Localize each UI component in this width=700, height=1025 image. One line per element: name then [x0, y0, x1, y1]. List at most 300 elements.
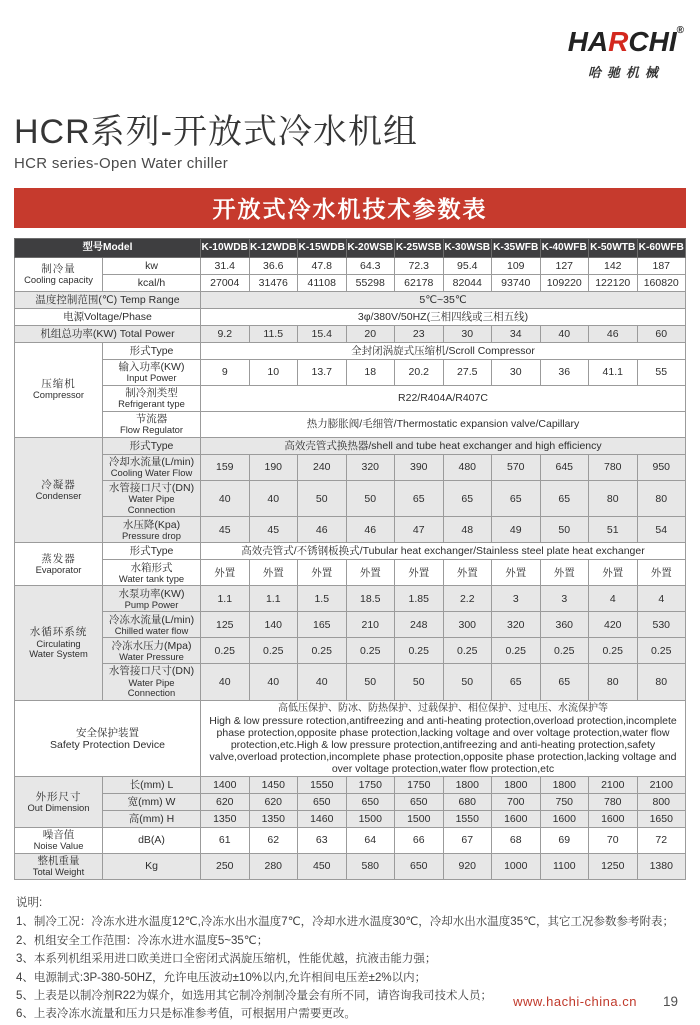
safety-value-cn: 高低压保护、防冰、防热保护、过载保护、相位保护、过电压、水流保护等 [278, 703, 608, 715]
cooling-kw-cell: 187 [637, 257, 686, 274]
water-system-pipe-cell: 50 [443, 664, 492, 701]
width-cell: 800 [637, 793, 686, 810]
condenser-pipe-cell: 50 [298, 480, 347, 517]
water-pressure-label-cn: 冷冻水压力(Mpa) [111, 639, 192, 652]
section-banner [14, 188, 686, 228]
noise-cell: 68 [492, 827, 541, 853]
cooling-kw-cell: 64.3 [346, 257, 395, 274]
input-power-cell: 36 [540, 359, 589, 385]
noise-cell: 69 [540, 827, 589, 853]
condenser-label-en: Condenser [35, 489, 82, 501]
water-system-label-cn: 水循环系统 [29, 626, 88, 639]
pump-power-cell: 1.5 [298, 586, 347, 612]
brand-logo [568, 26, 684, 81]
noise-cell: 63 [298, 827, 347, 853]
cooling-label-cn: 制冷量 [41, 262, 76, 275]
weight-cell: 650 [395, 853, 444, 879]
condenser-pipe-cell: 40 [201, 480, 250, 517]
logo-text-chi: CHI [628, 26, 677, 57]
weight-cell: 1250 [589, 853, 638, 879]
page-number: 19 [662, 994, 678, 1009]
noise-cell: 64 [346, 827, 395, 853]
cooling-water-flow-cell: 190 [249, 454, 298, 480]
note-line: 5、上表是以制冷剂R22为媒介，如选用其它制冷剂制冷量会有所不同，请咨询我司技术人员； [16, 989, 492, 1002]
temp-range-label: 温度控制范围(℃) Temp Range [15, 291, 201, 308]
weight-cell: 1100 [540, 853, 589, 879]
chilled-water-flow-cell: 165 [298, 612, 347, 638]
water-system-pipe-label-en: Water Pipe Connection [127, 676, 176, 699]
page-subtitle: HCR series-Open Water chiller [14, 154, 229, 172]
dimension-label-cn: 外形尺寸 [35, 790, 82, 803]
condenser-label [15, 437, 103, 543]
input-power-cell: 30 [492, 359, 541, 385]
chilled-water-flow-cell: 360 [540, 612, 589, 638]
compressor-label-en: Compressor [32, 389, 85, 401]
pressure-drop-label-en: Pressure drop [122, 529, 181, 541]
cooling-water-flow-cell: 570 [492, 454, 541, 480]
page-footer [513, 994, 678, 1009]
model-header-cell: K-30WSB [443, 238, 492, 257]
evaporator-label-en: Evaporator [35, 564, 82, 576]
height-cell: 1500 [395, 810, 444, 827]
model-header-cell: K-15WDB [298, 238, 347, 257]
table-row-chilled-water-flow [15, 612, 686, 638]
refrigerant-label [103, 385, 201, 411]
table-row-input-power [15, 359, 686, 385]
pump-power-cell: 3 [540, 586, 589, 612]
safety-label-cn: 安全保护装置 [76, 726, 139, 739]
water-tank-cell: 外置 [395, 560, 444, 586]
water-system-pipe-cell: 40 [201, 664, 250, 701]
condenser-pipe-label-en: Water Pipe Connection [127, 492, 176, 515]
table-row-temp-range [15, 291, 686, 308]
safety-label [15, 701, 201, 777]
chilled-water-flow-cell: 210 [346, 612, 395, 638]
height-cell: 1460 [298, 810, 347, 827]
table-row-noise [15, 827, 686, 853]
length-cell: 1550 [298, 776, 347, 793]
model-header-cell: K-60WFB [637, 238, 686, 257]
cooling-kw-cell: 142 [589, 257, 638, 274]
weight-label [15, 853, 103, 879]
pressure-drop-cell: 46 [346, 517, 395, 543]
table-row-length [15, 776, 686, 793]
model-header-label: 型号Model [15, 238, 201, 257]
water-tank-label-cn: 水箱形式 [130, 561, 173, 574]
noise-cell: 70 [589, 827, 638, 853]
refrigerant-label-en: Refrigerant type [118, 397, 185, 409]
input-power-cell: 13.7 [298, 359, 347, 385]
water-system-pipe-cell: 80 [637, 664, 686, 701]
table-row-evaporator-type [15, 543, 686, 560]
cooling-kcal-cell: 62178 [395, 274, 444, 291]
safety-value-en: High & low pressure rotection,antifreezing and anti-heating protection,overload protection,incomplete phase protection,opposite phase protection,lacking voltage and over voltage protection,water flow protection,etc.High & low pressure protection,antifreezing and anti-heating protection,safety valve,overload protection,incomplete phase protection,opposite phase protection,lacking voltage and over voltage protection,water flow protection,etc [209, 714, 677, 775]
chilled-water-flow-cell: 140 [249, 612, 298, 638]
width-cell: 620 [201, 793, 250, 810]
chilled-water-flow-label [103, 612, 201, 638]
table-row-condenser-pipe [15, 480, 686, 517]
safety-label-en: Safety Protection Device [50, 738, 165, 751]
water-system-pipe-cell: 50 [395, 664, 444, 701]
condenser-pipe-cell: 50 [346, 480, 395, 517]
pressure-drop-label-cn: 水压降(Kpa) [122, 518, 181, 531]
input-power-label-en: Input Power [126, 371, 177, 383]
pressure-drop-cell: 48 [443, 517, 492, 543]
cooling-label-en: Cooling capacity [24, 273, 93, 285]
cooling-kw-cell: 72.3 [395, 257, 444, 274]
table-row-safety [15, 701, 686, 777]
water-pressure-cell: 0.25 [201, 638, 250, 664]
height-cell: 1600 [589, 810, 638, 827]
input-power-cell: 18 [346, 359, 395, 385]
pressure-drop-cell: 51 [589, 517, 638, 543]
pressure-drop-cell: 49 [492, 517, 541, 543]
condenser-pipe-label-cn: 水管接口尺寸(DN) [108, 481, 195, 494]
chilled-water-flow-label-cn: 冷冻水流量(L/min) [108, 613, 195, 626]
table-row-refrigerant [15, 385, 686, 411]
evaporator-type-value: 高效壳管式/不锈钢板换式/Tubular heat exchanger/Stainless steel plate heat exchanger [201, 543, 686, 560]
pressure-drop-cell: 45 [249, 517, 298, 543]
power-supply-label: 电源Voltage/Phase [15, 308, 201, 325]
water-system-pipe-label-cn: 水管接口尺寸(DN) [108, 665, 195, 678]
water-pressure-cell: 0.25 [346, 638, 395, 664]
total-power-cell: 11.5 [249, 325, 298, 342]
cooling-kw-cell: 127 [540, 257, 589, 274]
water-system-label-en2: Water System [29, 648, 88, 660]
model-header-cell: K-12WDB [249, 238, 298, 257]
height-cell: 1350 [249, 810, 298, 827]
table-row-flow-regulator [15, 411, 686, 437]
total-power-cell: 34 [492, 325, 541, 342]
pressure-drop-cell: 54 [637, 517, 686, 543]
safety-value [201, 701, 686, 777]
pump-power-cell: 1.85 [395, 586, 444, 612]
table-row-power-supply [15, 308, 686, 325]
water-tank-cell: 外置 [637, 560, 686, 586]
total-power-cell: 23 [395, 325, 444, 342]
condenser-type-value: 高效壳管式换热器/shell and tube heat exchanger and high efficiency [201, 437, 686, 454]
length-cell: 1800 [540, 776, 589, 793]
weight-cell: 280 [249, 853, 298, 879]
logo-text-ha: HA [567, 26, 609, 57]
weight-cell: 1000 [492, 853, 541, 879]
water-tank-label-en: Water tank type [118, 572, 185, 584]
cooling-kcal-cell: 41108 [298, 274, 347, 291]
cooling-kw-cell: 109 [492, 257, 541, 274]
input-power-cell: 41.1 [589, 359, 638, 385]
condenser-pipe-cell: 65 [540, 480, 589, 517]
noise-cell: 61 [201, 827, 250, 853]
cooling-kcal-cell: 160820 [637, 274, 686, 291]
cooling-kw-unit: kw [103, 257, 201, 274]
compressor-label-cn: 压缩机 [41, 378, 76, 391]
model-header-cell: K-50WTB [589, 238, 638, 257]
height-cell: 1550 [443, 810, 492, 827]
water-tank-label [103, 560, 201, 586]
total-power-cell: 20 [346, 325, 395, 342]
chilled-water-flow-cell: 300 [443, 612, 492, 638]
water-tank-cell: 外置 [298, 560, 347, 586]
model-header-cell: K-40WFB [540, 238, 589, 257]
cooling-water-flow-cell: 390 [395, 454, 444, 480]
pump-power-label-en: Pump Power [124, 598, 179, 610]
table-row-water-system-pipe [15, 664, 686, 701]
table-row-cooling-kcal [15, 274, 686, 291]
weight-cell: 450 [298, 853, 347, 879]
width-cell: 620 [249, 793, 298, 810]
cooling-kcal-unit: kcal/h [103, 274, 201, 291]
table-row-compressor-type [15, 342, 686, 359]
water-tank-cell: 外置 [346, 560, 395, 586]
cooling-kcal-cell: 55298 [346, 274, 395, 291]
water-pressure-cell: 0.25 [540, 638, 589, 664]
total-power-cell: 30 [443, 325, 492, 342]
pump-power-cell: 1.1 [201, 586, 250, 612]
table-row-weight [15, 853, 686, 879]
chilled-water-flow-cell: 530 [637, 612, 686, 638]
width-cell: 780 [589, 793, 638, 810]
width-cell: 750 [540, 793, 589, 810]
length-cell: 1750 [346, 776, 395, 793]
noise-cell: 66 [395, 827, 444, 853]
height-cell: 1500 [346, 810, 395, 827]
section-banner-title: 开放式冷水机技术参数表 [212, 196, 488, 223]
water-tank-cell: 外置 [201, 560, 250, 586]
cooling-kcal-cell: 122120 [589, 274, 638, 291]
length-cell: 2100 [637, 776, 686, 793]
cooling-kw-cell: 31.4 [201, 257, 250, 274]
cooling-kw-cell: 36.6 [249, 257, 298, 274]
noise-cell: 72 [637, 827, 686, 853]
condenser-type-label: 形式Type [103, 437, 201, 454]
model-header-cell: K-35WFB [492, 238, 541, 257]
water-tank-cell: 外置 [249, 560, 298, 586]
water-system-pipe-cell: 65 [492, 664, 541, 701]
compressor-label [15, 342, 103, 437]
registered-trademark-icon: ® [676, 25, 684, 36]
power-supply-value: 3φ/380V/50HZ(三相四线或三相五线) [201, 308, 686, 325]
noise-unit: dB(A) [103, 827, 201, 853]
table-row-height [15, 810, 686, 827]
height-cell: 1350 [201, 810, 250, 827]
water-system-label [15, 586, 103, 701]
flow-regulator-label-en: Flow Regulator [119, 423, 184, 435]
pump-power-cell: 3 [492, 586, 541, 612]
width-cell: 680 [443, 793, 492, 810]
flow-regulator-value: 热力膨胀阀/毛细管/Thermostatic expansion valve/Capillary [201, 411, 686, 437]
note-line: 6、上表冷冻水流量和压力只是标准参考值，可根据用户需要更改。 [16, 1008, 356, 1021]
cooling-kcal-cell: 82044 [443, 274, 492, 291]
input-power-label-cn: 输入功率(KW) [118, 360, 185, 373]
chilled-water-flow-cell: 248 [395, 612, 444, 638]
pressure-drop-cell: 46 [298, 517, 347, 543]
cooling-water-flow-cell: 240 [298, 454, 347, 480]
total-power-cell: 40 [540, 325, 589, 342]
chilled-water-flow-cell: 420 [589, 612, 638, 638]
water-system-pipe-cell: 40 [249, 664, 298, 701]
condenser-pipe-cell: 80 [589, 480, 638, 517]
water-system-pipe-label [103, 664, 201, 701]
pump-power-cell: 4 [637, 586, 686, 612]
water-pressure-cell: 0.25 [637, 638, 686, 664]
model-header-row [15, 238, 686, 257]
note-line: 1、制冷工况：冷冻水进水温度12℃,冷冻水出水温度7℃，冷却水进水温度30℃，冷却水出水温度35℃，其它工况参数参考附表； [16, 916, 675, 929]
chilled-water-flow-label-en: Chilled water flow [114, 624, 189, 636]
evaporator-label [15, 543, 103, 586]
table-row-cooling-water-flow [15, 454, 686, 480]
pump-power-cell: 1.1 [249, 586, 298, 612]
cooling-kcal-cell: 31476 [249, 274, 298, 291]
condenser-pipe-cell: 65 [492, 480, 541, 517]
length-cell: 1450 [249, 776, 298, 793]
noise-cell: 67 [443, 827, 492, 853]
temp-range-value: 5℃~35℃ [201, 291, 686, 308]
condenser-label-cn: 冷凝器 [41, 478, 76, 491]
refrigerant-label-cn: 制冷剂类型 [125, 386, 178, 399]
note-line: 4、电源制式:3P-380-50HZ，允许电压波动±10%以内,允许相间电压差±2%以内； [16, 971, 427, 984]
weight-cell: 920 [443, 853, 492, 879]
cooling-capacity-label [15, 257, 103, 291]
website-link[interactable]: www.hachi-china.cn [513, 994, 637, 1009]
page-title: HCR系列-开放式冷水机组 [14, 113, 418, 151]
spec-table [14, 238, 686, 880]
table-row-water-pressure [15, 638, 686, 664]
cooling-water-flow-cell: 320 [346, 454, 395, 480]
length-cell: 2100 [589, 776, 638, 793]
table-row-water-tank [15, 560, 686, 586]
evaporator-label-cn: 蒸发器 [41, 553, 76, 566]
cooling-kw-cell: 95.4 [443, 257, 492, 274]
weight-label-cn: 整机重量 [37, 855, 80, 868]
cooling-water-flow-cell: 780 [589, 454, 638, 480]
chilled-water-flow-cell: 125 [201, 612, 250, 638]
input-power-cell: 9 [201, 359, 250, 385]
weight-unit: Kg [103, 853, 201, 879]
input-power-label [103, 359, 201, 385]
compressor-type-value: 全封闭涡旋式压缩机/Scroll Compressor [201, 342, 686, 359]
compressor-type-label: 形式Type [103, 342, 201, 359]
weight-cell: 1380 [637, 853, 686, 879]
pump-power-label-cn: 水泵功率(KW) [118, 587, 185, 600]
width-label: 宽(mm) W [103, 793, 201, 810]
water-tank-cell: 外置 [540, 560, 589, 586]
flow-regulator-label-cn: 节流器 [135, 412, 168, 425]
logo-text-r: R [608, 26, 629, 57]
water-system-pipe-cell: 40 [298, 664, 347, 701]
logo-chinese-name: 哈驰机械 [587, 65, 664, 80]
pump-power-label [103, 586, 201, 612]
water-pressure-cell: 0.25 [589, 638, 638, 664]
water-pressure-label-en: Water Pressure [119, 650, 184, 662]
water-system-pipe-cell: 65 [540, 664, 589, 701]
pressure-drop-cell: 45 [201, 517, 250, 543]
model-header-cell: K-20WSB [346, 238, 395, 257]
water-system-pipe-cell: 80 [589, 664, 638, 701]
table-row-condenser-type [15, 437, 686, 454]
condenser-pipe-cell: 65 [395, 480, 444, 517]
height-cell: 1600 [540, 810, 589, 827]
height-cell: 1600 [492, 810, 541, 827]
height-label: 高(mm) H [103, 810, 201, 827]
length-cell: 1400 [201, 776, 250, 793]
cooling-kcal-cell: 93740 [492, 274, 541, 291]
table-row-pressure-drop [15, 517, 686, 543]
pressure-drop-cell: 50 [540, 517, 589, 543]
water-system-label-en1: Circulating [36, 637, 81, 649]
water-system-pipe-cell: 50 [346, 664, 395, 701]
total-power-cell: 15.4 [298, 325, 347, 342]
height-cell: 1650 [637, 810, 686, 827]
water-pressure-cell: 0.25 [395, 638, 444, 664]
length-cell: 1800 [492, 776, 541, 793]
condenser-pipe-label [103, 480, 201, 517]
total-power-cell: 46 [589, 325, 638, 342]
input-power-cell: 20.2 [395, 359, 444, 385]
condenser-pipe-cell: 65 [443, 480, 492, 517]
water-pressure-cell: 0.25 [249, 638, 298, 664]
water-tank-cell: 外置 [492, 560, 541, 586]
table-row-pump-power [15, 586, 686, 612]
dimension-label [15, 776, 103, 827]
input-power-cell: 10 [249, 359, 298, 385]
weight-cell: 580 [346, 853, 395, 879]
water-pressure-cell: 0.25 [298, 638, 347, 664]
noise-label-cn: 噪音值 [42, 829, 75, 842]
cooling-water-flow-label-cn: 冷却水流量(L/min) [108, 455, 195, 468]
noise-label [15, 827, 103, 853]
water-pressure-cell: 0.25 [443, 638, 492, 664]
width-cell: 650 [298, 793, 347, 810]
width-cell: 650 [346, 793, 395, 810]
model-header-cell: K-10WDB [201, 238, 250, 257]
noise-label-en: Noise Value [33, 840, 84, 852]
water-pressure-label [103, 638, 201, 664]
length-cell: 1750 [395, 776, 444, 793]
notes-title: 说明: [16, 896, 43, 909]
weight-label-en: Total Weight [32, 866, 85, 878]
length-label: 长(mm) L [103, 776, 201, 793]
flow-regulator-label [103, 411, 201, 437]
cooling-water-flow-cell: 645 [540, 454, 589, 480]
note-line: 2、机组安全工作范围：冷冻水进水温度5~35℃； [16, 934, 269, 947]
weight-cell: 250 [201, 853, 250, 879]
logo-wordmark [568, 26, 684, 56]
total-power-cell: 9.2 [201, 325, 250, 342]
cooling-water-flow-cell: 950 [637, 454, 686, 480]
pump-power-cell: 4 [589, 586, 638, 612]
cooling-water-flow-cell: 159 [201, 454, 250, 480]
total-power-label: 机组总功率(KW) Total Power [15, 325, 201, 342]
cooling-water-flow-cell: 480 [443, 454, 492, 480]
note-line: 3、本系列机组采用进口欧美进口全密闭式涡旋压缩机，性能优越，抗液击能力强； [16, 953, 437, 966]
input-power-cell: 55 [637, 359, 686, 385]
pump-power-cell: 2.2 [443, 586, 492, 612]
condenser-pipe-cell: 40 [249, 480, 298, 517]
noise-cell: 62 [249, 827, 298, 853]
pressure-drop-label [103, 517, 201, 543]
cooling-water-flow-label [103, 454, 201, 480]
water-tank-cell: 外置 [443, 560, 492, 586]
cooling-kcal-cell: 109220 [540, 274, 589, 291]
condenser-pipe-cell: 80 [637, 480, 686, 517]
pressure-drop-cell: 47 [395, 517, 444, 543]
total-power-cell: 60 [637, 325, 686, 342]
model-header-cell: K-25WSB [395, 238, 444, 257]
dimension-label-en: Out Dimension [27, 801, 90, 813]
table-row-width [15, 793, 686, 810]
cooling-kw-cell: 47.8 [298, 257, 347, 274]
cooling-kcal-cell: 27004 [201, 274, 250, 291]
